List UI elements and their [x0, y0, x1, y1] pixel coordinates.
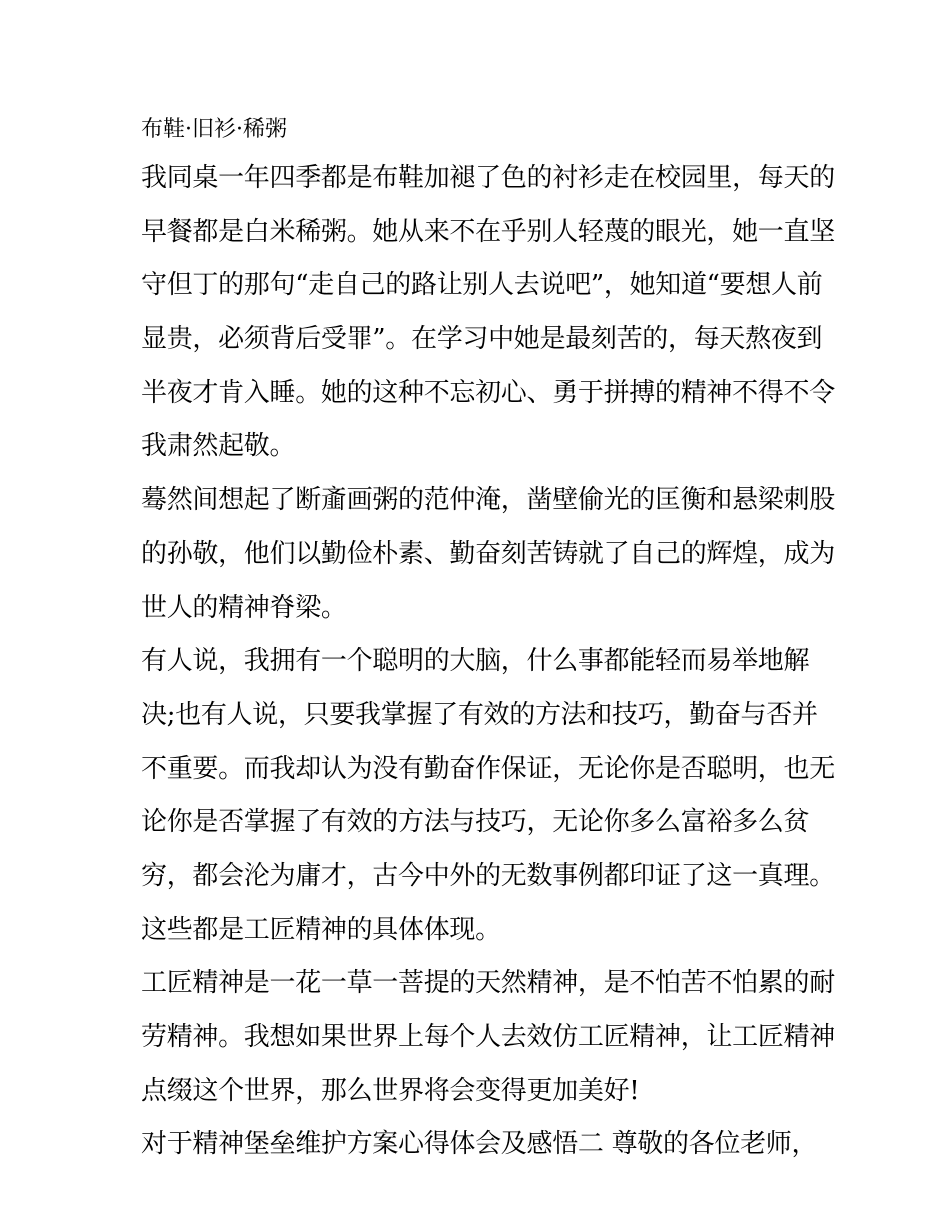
text-line: 劳精神。我想如果世界上每个人去效仿工匠精神，让工匠精神	[141, 1022, 835, 1052]
text-line: 世人的精神脊梁。	[141, 592, 347, 623]
text-line: 半夜才肯入睡。她的这种不忘初心、勇于拼搏的精神不得不令	[141, 377, 835, 408]
text-line: 决;也有人说，只要我掌握了有效的方法和技巧，勤奋与否并	[141, 699, 818, 730]
document-title: 布鞋·旧衫·稀粥	[141, 117, 287, 142]
text-line: 工匠精神是一花一草一菩提的天然精神，是不怕苦不怕累的耐	[141, 968, 835, 999]
text-line: 我肃然起敬。	[141, 431, 296, 462]
text-line: 早餐都是白米稀粥。她从来不在乎别人轻蔑的眼光，她一直坚	[141, 216, 835, 247]
text-line: 穷，都会沦为庸才，古今中外的无数事例都印证了这一真理。	[141, 860, 835, 891]
text-line: 蓦然间想起了断齑画粥的范仲淹，凿壁偷光的匡衡和悬梁刺股	[141, 485, 835, 516]
text-line: 这些都是工匠精神的具体体现。	[141, 914, 501, 945]
text-line: 我同桌一年四季都是布鞋加褪了色的衬衫走在校园里，每天的	[141, 163, 835, 193]
text-line: 论你是否掌握了有效的方法与技巧，无论你多么富裕多么贫	[141, 807, 810, 838]
text-line: 有人说，我拥有一个聪明的大脑，什么事都能轻而易举地解	[141, 646, 810, 677]
text-line: 的孙敬，他们以勤俭朴素、勤奋刻苦铸就了自己的辉煌，成为	[141, 538, 835, 569]
text-line: 不重要。而我却认为没有勤奋作保证，无论你是否聪明，也无	[141, 753, 835, 784]
text-line: 显贵，必须背后受罪”。在学习中她是最刻苦的，每天熬夜到	[141, 324, 823, 355]
document-body	[141, 108, 835, 1172]
text-line: 对于精神堡垒维护方案心得体会及感悟二 尊敬的各位老师，	[141, 1129, 818, 1160]
text-line: 守但丁的那句“走自己的路让别人去说吧”，她知道“要想人前	[141, 270, 823, 301]
text-line: 点缀这个世界，那么世界将会变得更加美好!	[141, 1075, 640, 1106]
